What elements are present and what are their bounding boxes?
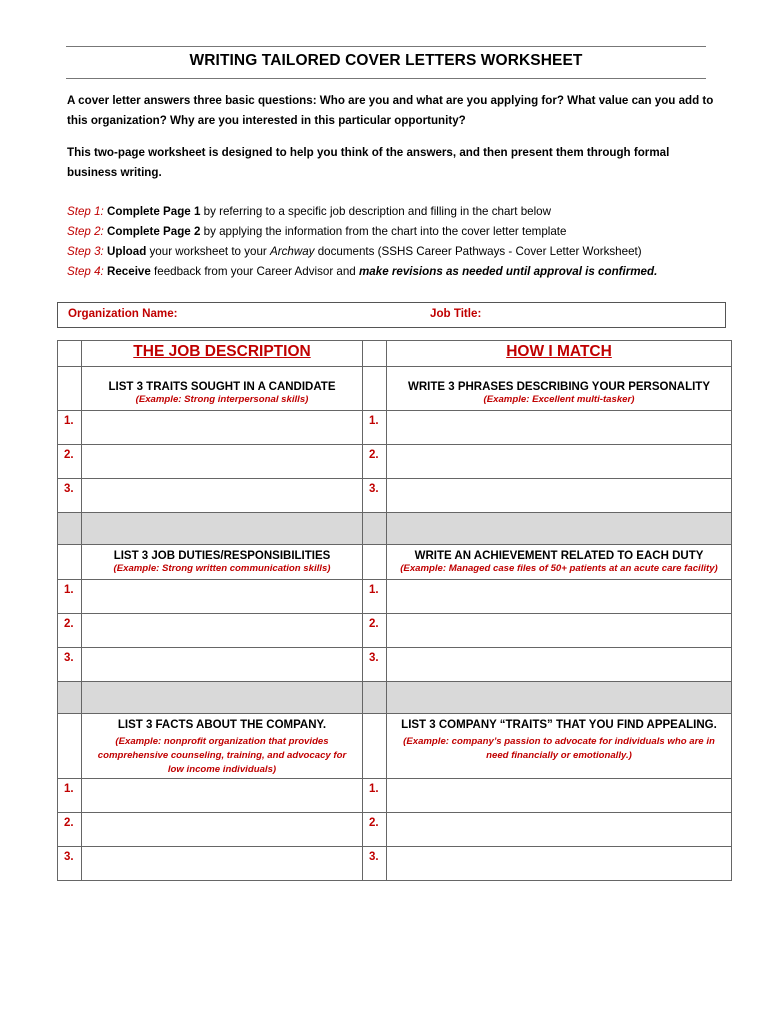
section-2-right-header: WRITE AN ACHIEVEMENT RELATED TO EACH DUTY (Example: Managed case files of 50+ patients at an acute care facility) <box>387 545 732 580</box>
separator-cell <box>82 682 363 714</box>
organization-name-label: Organization Name: <box>68 307 178 320</box>
intro-paragraph-2: This two-page worksheet is designed to help you think of the answers, and then present them through formal business writing. <box>67 146 670 179</box>
row-number: 1. <box>58 411 82 445</box>
row-number: 1. <box>363 779 387 813</box>
step-4: Step 4: Receive feedback from your Career Advisor and make revisions as needed until approval is confirmed. <box>67 265 658 278</box>
section-2-right-answer-3[interactable] <box>387 648 732 682</box>
row-number: 3. <box>58 847 82 881</box>
section-1-right-header: WRITE 3 PHRASES DESCRIBING YOUR PERSONALITY (Example: Excellent multi-tasker) <box>387 367 732 411</box>
section-1-left-header: LIST 3 TRAITS SOUGHT IN A CANDIDATE (Example: Strong interpersonal skills) <box>82 367 363 411</box>
row-number: 1. <box>363 411 387 445</box>
top-rule <box>66 46 706 47</box>
row-number: 3. <box>58 648 82 682</box>
section-1-left-answer-2[interactable] <box>82 445 363 479</box>
organization-job-box[interactable] <box>57 302 726 328</box>
separator-cell <box>387 513 732 545</box>
worksheet-table <box>57 340 732 881</box>
section-3-right-answer-3[interactable] <box>387 847 732 881</box>
how-i-match-title-cell <box>387 341 732 367</box>
num-cell <box>58 341 82 367</box>
section-2-right-answer-1[interactable] <box>387 580 732 614</box>
step-1: Step 1: Complete Page 1 by referring to a specific job description and filling in the chart below <box>67 205 551 218</box>
section-1-right-answer-3[interactable] <box>387 479 732 513</box>
intro-paragraph-1: A cover letter answers three basic questions: Who are you and what are you applying for? What value can you add to this organization? Why are you interested in this particular opportunity? <box>67 94 714 127</box>
section-3-left-answer-2[interactable] <box>82 813 363 847</box>
row-number: 2. <box>363 614 387 648</box>
step-3: Step 3: Upload your worksheet to your Archway documents (SSHS Career Pathways - Cover Letter Worksheet) <box>67 245 642 258</box>
num-cell <box>58 367 82 411</box>
separator-cell <box>387 682 732 714</box>
row-number: 2. <box>363 813 387 847</box>
section-1-left-answer-1[interactable] <box>82 411 363 445</box>
num-cell <box>363 545 387 580</box>
section-1-left-answer-3[interactable] <box>82 479 363 513</box>
section-3-left-answer-1[interactable] <box>82 779 363 813</box>
section-3-left-header: LIST 3 FACTS ABOUT THE COMPANY. (Example: nonprofit organization that provides comprehensive counseling, training, and advocacy for low income individuals) <box>82 714 363 779</box>
section-3-right-header: LIST 3 COMPANY “TRAITS” THAT YOU FIND APPEALING. (Example: company’s passion to advocate for individuals who are in need financially or emotionally.) <box>387 714 732 779</box>
row-number: 2. <box>363 445 387 479</box>
section-1-right-answer-2[interactable] <box>387 445 732 479</box>
row-number: 1. <box>363 580 387 614</box>
row-number: 2. <box>58 813 82 847</box>
page-title: WRITING TAILORED COVER LETTERS WORKSHEET <box>189 52 583 69</box>
row-number: 1. <box>58 580 82 614</box>
steps-list <box>67 202 747 282</box>
num-cell <box>363 367 387 411</box>
section-3-right-answer-2[interactable] <box>387 813 732 847</box>
separator-cell <box>363 682 387 714</box>
num-cell <box>363 714 387 779</box>
section-2-right-answer-2[interactable] <box>387 614 732 648</box>
row-number: 2. <box>58 614 82 648</box>
section-1-right-answer-1[interactable] <box>387 411 732 445</box>
section-2-left-header: LIST 3 JOB DUTIES/RESPONSIBILITIES (Example: Strong written communication skills) <box>82 545 363 580</box>
num-cell <box>363 341 387 367</box>
section-3-left-answer-3[interactable] <box>82 847 363 881</box>
how-i-match-title: HOW I MATCH <box>506 343 612 360</box>
job-description-title-cell <box>82 341 363 367</box>
num-cell <box>58 714 82 779</box>
row-number: 2. <box>58 445 82 479</box>
title-rule <box>66 78 706 79</box>
row-number: 3. <box>363 847 387 881</box>
num-cell <box>58 545 82 580</box>
separator-cell <box>363 513 387 545</box>
row-number: 3. <box>363 648 387 682</box>
job-description-title: THE JOB DESCRIPTION <box>133 343 311 360</box>
row-number: 3. <box>58 479 82 513</box>
separator-cell <box>82 513 363 545</box>
row-number: 1. <box>58 779 82 813</box>
separator-cell <box>58 682 82 714</box>
step-2: Step 2: Complete Page 2 by applying the information from the chart into the cover letter template <box>67 225 567 238</box>
section-2-left-answer-3[interactable] <box>82 648 363 682</box>
section-3-right-answer-1[interactable] <box>387 779 732 813</box>
row-number: 3. <box>363 479 387 513</box>
section-2-left-answer-1[interactable] <box>82 580 363 614</box>
separator-cell <box>58 513 82 545</box>
job-title-label: Job Title: <box>430 307 482 320</box>
section-2-left-answer-2[interactable] <box>82 614 363 648</box>
